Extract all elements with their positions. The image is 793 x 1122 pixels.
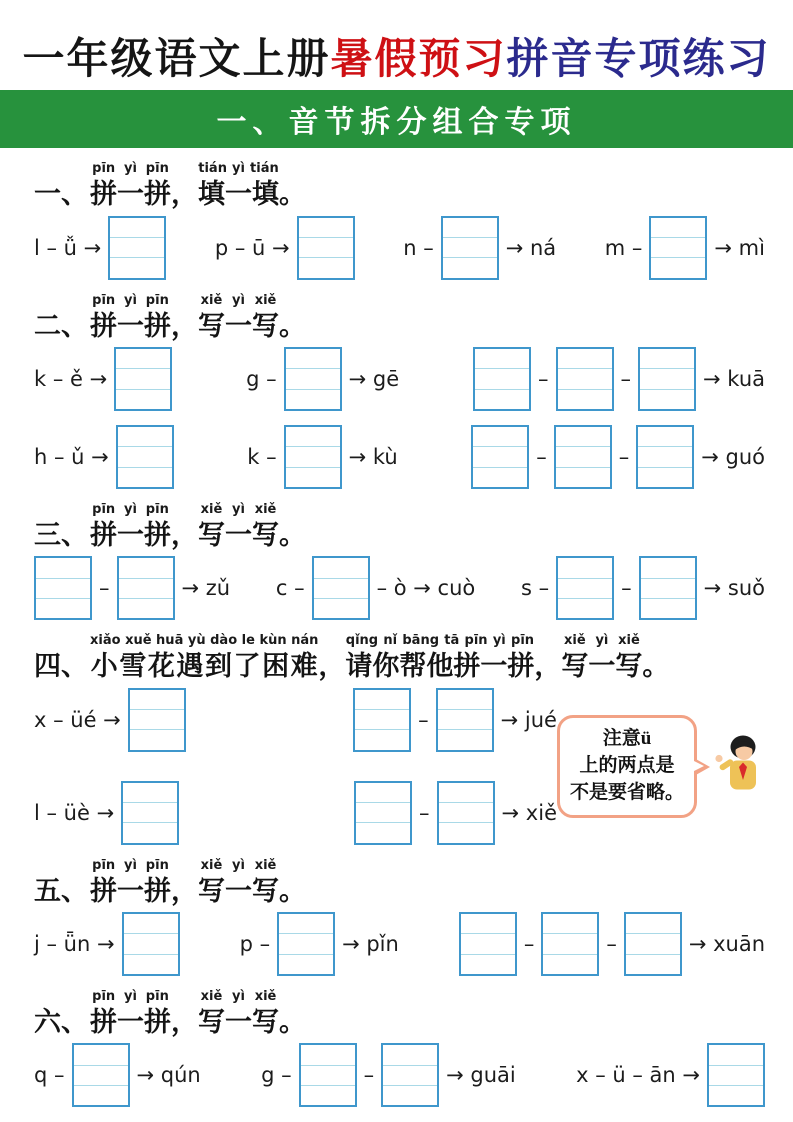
heading-text: 小雪花遇到了困难 xyxy=(90,651,319,682)
heading-text: 拼一拼 xyxy=(90,875,171,906)
section-number: 六、 xyxy=(34,1006,88,1037)
pinyin-writing-box[interactable] xyxy=(117,556,175,620)
dash-separator: – xyxy=(99,576,110,601)
heading-phrase xyxy=(345,633,534,680)
pinyin-writing-box[interactable] xyxy=(437,781,495,845)
worksheet-content xyxy=(0,148,793,1107)
syllable-result: → xuān xyxy=(688,931,765,956)
syllable-item xyxy=(403,216,556,280)
syllable-result: → kuā xyxy=(703,366,765,391)
exercise-row xyxy=(34,781,557,845)
pinyin-writing-box[interactable] xyxy=(554,425,612,489)
syllable-result: → qún xyxy=(136,1063,201,1088)
syllable-result: → zǔ xyxy=(181,576,231,601)
syllable-item xyxy=(34,688,186,752)
heading-phrase xyxy=(90,858,171,905)
heading-text: 写一写 xyxy=(198,1006,279,1037)
pinyin-writing-box[interactable] xyxy=(128,688,186,752)
heading-punct: ， xyxy=(171,519,198,550)
section-banner: 一、音节拆分组合专项 xyxy=(0,90,793,148)
heading-text: 写一写 xyxy=(561,651,643,682)
section-number: 四、 xyxy=(34,651,88,682)
pinyin-writing-box[interactable] xyxy=(122,912,180,976)
heading-punct: ， xyxy=(171,310,198,341)
section-number: 二、 xyxy=(34,310,88,341)
title-part-summer: 暑假预习 xyxy=(330,35,507,82)
heading-pinyin: pīn yì pīn xyxy=(90,501,171,517)
heading-phrase xyxy=(198,502,279,549)
heading-punct: 。 xyxy=(279,519,306,550)
syllable-prefix: p – ū → xyxy=(214,235,290,260)
syllable-result: → kù xyxy=(348,444,398,469)
page-title xyxy=(0,36,793,82)
heading-phrase xyxy=(198,161,279,208)
exercise-row xyxy=(34,347,765,411)
heading-phrase xyxy=(198,858,279,905)
heading-text: 拼一拼 xyxy=(90,179,171,210)
syllable-prefix: g – xyxy=(246,366,277,391)
heading-pinyin: pīn yì pīn xyxy=(90,292,171,308)
syllable-item xyxy=(521,556,765,620)
exercise-row xyxy=(34,425,765,489)
section-number: 五、 xyxy=(34,875,88,906)
syllable-prefix: g – xyxy=(261,1063,292,1088)
syllable-item xyxy=(34,556,230,620)
heading-punct: 。 xyxy=(279,875,306,906)
syllable-result: → jué xyxy=(500,707,557,732)
pinyin-writing-box[interactable] xyxy=(471,425,529,489)
heading-pinyin: pīn yì pīn xyxy=(90,988,171,1004)
pinyin-writing-box[interactable] xyxy=(284,347,342,411)
tip-line: 注意ü xyxy=(602,727,652,749)
exercise-row xyxy=(34,216,765,280)
syllable-prefix: k – xyxy=(247,444,277,469)
syllable-prefix: l – üè → xyxy=(34,800,115,825)
pinyin-writing-box[interactable] xyxy=(284,425,342,489)
pinyin-writing-box[interactable] xyxy=(299,1043,357,1107)
heading-phrase xyxy=(561,633,642,680)
pinyin-writing-box[interactable] xyxy=(473,347,531,411)
syllable-item xyxy=(34,347,172,411)
heading-phrase xyxy=(198,989,279,1036)
tip-bubble xyxy=(557,715,697,818)
title-part-pinyin: 拼音专项练习 xyxy=(506,35,771,82)
heading-pinyin: xiě yì xiě xyxy=(198,501,279,517)
heading-punct: ， xyxy=(318,651,346,682)
syllable-result: → mì xyxy=(714,235,765,260)
heading-pinyin: pīn yì pīn xyxy=(90,161,171,177)
section-2-heading xyxy=(34,293,765,340)
syllable-prefix: l – ǚ → xyxy=(34,235,102,260)
dash-separator: – xyxy=(621,576,632,601)
pinyin-writing-box[interactable] xyxy=(638,347,696,411)
pinyin-writing-box[interactable] xyxy=(116,425,174,489)
section-6-heading xyxy=(34,989,765,1036)
pinyin-writing-box[interactable] xyxy=(624,912,682,976)
pinyin-writing-box[interactable] xyxy=(297,216,355,280)
syllable-result: → xiě xyxy=(501,800,557,825)
heading-text: 拼一拼 xyxy=(90,310,171,341)
heading-punct: 。 xyxy=(279,179,306,210)
pinyin-writing-box[interactable] xyxy=(459,912,517,976)
heading-phrase xyxy=(90,161,171,208)
exercise-row xyxy=(34,1043,765,1107)
syllable-prefix: p – xyxy=(239,931,271,956)
title-part-grade: 一年级语文上册 xyxy=(22,35,331,82)
heading-phrase xyxy=(90,293,171,340)
pinyin-writing-box[interactable] xyxy=(556,347,614,411)
pinyin-writing-box[interactable] xyxy=(649,216,707,280)
heading-punct: ， xyxy=(171,875,198,906)
pinyin-writing-box[interactable] xyxy=(639,556,697,620)
syllable-prefix: c – xyxy=(275,576,305,601)
syllable-item xyxy=(34,425,174,489)
syllable-prefix: s – xyxy=(521,576,550,601)
heading-phrase xyxy=(90,633,318,680)
heading-text: 请你帮他拼一拼 xyxy=(345,651,535,682)
section-4-heading xyxy=(34,633,765,680)
exercise-row xyxy=(34,688,557,752)
syllable-item xyxy=(471,425,765,489)
heading-punct: ， xyxy=(534,651,562,682)
syllable-prefix: j – ǖn → xyxy=(34,931,115,956)
dash-separator: – xyxy=(418,707,429,732)
syllable-item xyxy=(459,912,765,976)
heading-text: 写一写 xyxy=(198,519,279,550)
syllable-prefix: q – xyxy=(34,1063,65,1088)
pinyin-writing-box[interactable] xyxy=(441,216,499,280)
heading-text: 写一写 xyxy=(198,310,279,341)
pinyin-writing-box[interactable] xyxy=(114,347,172,411)
dash-separator: – xyxy=(536,444,547,469)
exercise-row xyxy=(34,912,765,976)
syllable-result: → suǒ xyxy=(703,576,765,601)
heading-punct: ， xyxy=(171,179,198,210)
syllable-item xyxy=(354,781,557,845)
tip-line: 不是要省略。 xyxy=(569,781,684,803)
dash-separator: – xyxy=(618,444,630,469)
dash-separator: – xyxy=(606,931,617,956)
syllable-result: → ná xyxy=(505,235,557,260)
syllable-result: → pǐn xyxy=(342,931,399,956)
tip-line: 上的两点是 xyxy=(579,754,675,776)
heading-pinyin: xiě yì xiě xyxy=(198,857,279,873)
section-4-body xyxy=(34,688,765,845)
pinyin-writing-box[interactable] xyxy=(636,425,694,489)
pinyin-writing-box[interactable] xyxy=(556,556,614,620)
syllable-item xyxy=(34,216,166,280)
heading-pinyin: qǐng nǐ bāng tā pīn yì pīn xyxy=(345,633,535,649)
syllable-item xyxy=(34,1043,201,1107)
syllable-item xyxy=(34,781,179,845)
heading-punct: ， xyxy=(171,1006,198,1037)
heading-text: 拼一拼 xyxy=(90,519,171,550)
tip-area xyxy=(557,715,765,818)
heading-pinyin: xiě yì xiě xyxy=(561,633,643,649)
dash-separator: – xyxy=(363,1063,375,1088)
section-1-heading xyxy=(34,161,765,208)
syllable-prefix: n – xyxy=(403,235,434,260)
syllable-prefix: x – üé → xyxy=(34,707,121,732)
syllable-result: → guāi xyxy=(446,1063,516,1088)
pinyin-writing-box[interactable] xyxy=(312,556,370,620)
heading-punct: 。 xyxy=(279,1006,306,1037)
syllable-result: → guó xyxy=(701,444,765,469)
pinyin-writing-box[interactable] xyxy=(72,1043,130,1107)
heading-pinyin: tián yì tián xyxy=(198,161,279,177)
heading-phrase xyxy=(90,989,171,1036)
student-character-illustration xyxy=(713,734,763,798)
syllable-item xyxy=(473,347,765,411)
pinyin-writing-box[interactable] xyxy=(34,556,92,620)
section-number: 一、 xyxy=(34,179,88,210)
syllable-prefix: m – xyxy=(604,235,643,260)
pinyin-writing-box[interactable] xyxy=(353,688,411,752)
syllable-item xyxy=(605,216,765,280)
pinyin-writing-box[interactable] xyxy=(277,912,335,976)
section-5-heading xyxy=(34,858,765,905)
heading-punct: 。 xyxy=(279,310,306,341)
heading-phrase xyxy=(198,293,279,340)
syllable-item xyxy=(261,1043,516,1107)
pinyin-writing-box[interactable] xyxy=(707,1043,765,1107)
pinyin-writing-box[interactable] xyxy=(541,912,599,976)
heading-pinyin: pīn yì pīn xyxy=(90,857,171,873)
pinyin-writing-box[interactable] xyxy=(121,781,179,845)
section-3-heading xyxy=(34,502,765,549)
section-4-exercises xyxy=(34,688,557,845)
pinyin-writing-box[interactable] xyxy=(381,1043,439,1107)
heading-pinyin: xiě yì xiě xyxy=(198,988,279,1004)
pinyin-writing-box[interactable] xyxy=(108,216,166,280)
exercise-row xyxy=(34,556,765,620)
dash-separator: – xyxy=(538,366,549,391)
pinyin-writing-box[interactable] xyxy=(354,781,412,845)
heading-phrase xyxy=(90,502,171,549)
syllable-item xyxy=(576,1043,765,1107)
page-footer xyxy=(0,1107,793,1122)
dash-separator: – xyxy=(419,800,430,825)
syllable-item xyxy=(215,216,355,280)
syllable-prefix: k – ě → xyxy=(34,366,108,391)
heading-pinyin: xiě yì xiě xyxy=(198,292,279,308)
syllable-item xyxy=(246,347,399,411)
heading-pinyin: xiǎo xuě huā yù dào le kùn nán xyxy=(90,633,319,649)
syllable-prefix: h – ǔ → xyxy=(34,444,109,469)
section-number: 三、 xyxy=(34,519,88,550)
syllable-item xyxy=(276,556,475,620)
syllable-item xyxy=(353,688,557,752)
dash-separator: – xyxy=(523,931,535,956)
syllable-item xyxy=(34,912,180,976)
syllable-result: – ò → cuò xyxy=(376,576,476,601)
heading-text: 拼一拼 xyxy=(90,1006,171,1037)
dash-separator: – xyxy=(620,366,632,391)
heading-text: 写一写 xyxy=(198,875,279,906)
syllable-item xyxy=(247,425,397,489)
pinyin-writing-box[interactable] xyxy=(436,688,494,752)
heading-text: 填一填 xyxy=(198,179,279,210)
syllable-result: → gē xyxy=(348,366,400,391)
syllable-item xyxy=(240,912,399,976)
heading-punct: 。 xyxy=(642,651,670,682)
syllable-prefix: x – ü – ān → xyxy=(576,1063,700,1088)
